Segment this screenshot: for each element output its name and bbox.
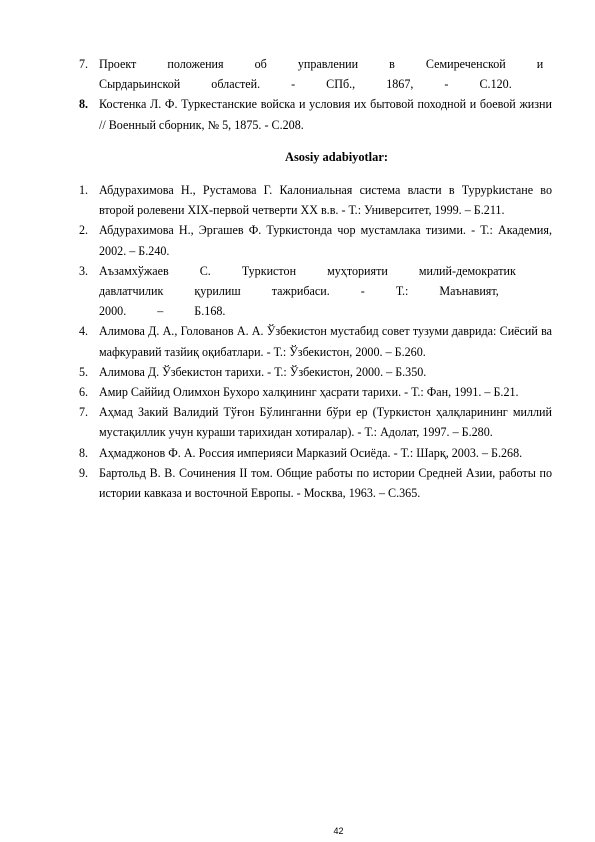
item-number: 8. <box>79 97 89 112</box>
list-item <box>79 261 552 322</box>
item-number: 7. <box>79 57 89 71</box>
item-number: 5. <box>79 364 89 379</box>
section-heading: Asosiy adabiyotlar: <box>285 150 388 164</box>
item-text: Бартольд В. В. Сочинения II том. Общие работы по истории Средней Азии, работы по истории кавказа и восточной Европы. - Москва, 1963. – С.365. <box>99 465 552 501</box>
list-item <box>79 382 552 402</box>
list-item <box>79 443 552 463</box>
item-number: 7. <box>79 405 89 420</box>
list-item <box>79 180 552 220</box>
item-text: Костенка Л. Ф. Туркестанские войска и условия их бытовой походной и боевой жизни // Военный сборник, № 5, 1875. - С.208. <box>99 97 552 132</box>
item-text: Аҳмад Закий Валидий Тўғон Бўлинганни бўри ер (Туркистон ҳалқларининг миллий мустақиллик учун кураши тарихидан хотиралар). - Т.: Адолат, 1997. – Б.280. <box>99 405 552 440</box>
list-item <box>79 54 552 94</box>
item-number: 1. <box>79 183 89 197</box>
item-text: Алимова Д. Ўзбекистон тарихи. - Т.: Ўзбекистон, 2000. – Б.350. <box>99 364 427 379</box>
list-item <box>79 94 552 134</box>
item-text: Аъзамхўжаев С. Туркистон муҳторияти милий-демократик давлатчилик қурилиш тажрибаси. - Т.: Маънавият, 2000. – Б.168. <box>99 263 516 319</box>
list-item <box>79 362 552 382</box>
page-number: 42 <box>333 826 344 836</box>
item-text: Проект положения об управлении в Семиреченской и Сырдарьинской областей. - СПб., 1867, - С.120. <box>99 57 544 92</box>
list-item <box>79 463 552 503</box>
item-number: 8. <box>79 445 89 460</box>
reference-list <box>79 180 552 503</box>
item-number: 9. <box>79 465 89 480</box>
source-list <box>79 54 552 135</box>
item-number: 4. <box>79 324 89 339</box>
item-number: 6. <box>79 385 89 400</box>
list-item <box>79 402 552 442</box>
item-text: Абдурахимова Н., Эргашев Ф. Туркистонда чор мустамлака тизими. - Т.: Академия, 2002. – Б.240. <box>99 223 552 258</box>
item-number: 3. <box>79 263 89 278</box>
item-number: 2. <box>79 223 89 238</box>
item-text: Амир Саййид Олимхон Бухоро халқининг ҳасрати тарихи. - Т.: Фан, 1991. – Б.21. <box>99 385 519 400</box>
list-item <box>79 220 552 260</box>
item-text: Аҳмаджонов Ф. А. Россия империяси Марказий Осиёда. - Т.: Шарқ, 2003. – Б.268. <box>99 445 523 460</box>
list-item <box>79 321 552 361</box>
item-text: Абдурахимова Н., Рустамова Г. Калониальная система власти в Турурkистане во второй ролевени XIX-первой четверти XX в.в. - Т.: Университет, 1999. – Б.211. <box>99 183 552 218</box>
item-text: Алимова Д. А., Голованов А. А. Ўзбекистон мустабид совет тузуми даврида: Сиёсий ва мафкуравий тазйиқ оқибатлари. - Т.: Ўзбекистон, 2000. – Б.260. <box>99 324 552 359</box>
